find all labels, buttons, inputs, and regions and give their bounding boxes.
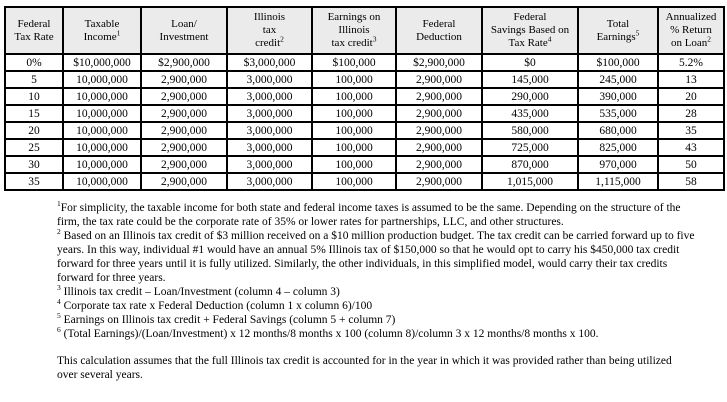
table-cell: 2,900,000 [141, 88, 227, 105]
table-cell: 2,900,000 [396, 88, 482, 105]
footnote-ref: 2 [707, 34, 712, 44]
table-cell: 10,000,000 [63, 122, 141, 139]
table-cell: 35 [5, 173, 63, 190]
footnote-ref: 2 [280, 34, 284, 44]
column-header: Federal Savings Based on Tax Rate$^4$ [482, 7, 578, 54]
table-cell: 10,000,000 [63, 71, 141, 88]
column-header: Earnings on Illinois tax credit$^3$ [312, 7, 396, 54]
table-cell: 100,000 [312, 122, 396, 139]
table-cell: 20 [658, 88, 724, 105]
table-cell: 3,000,000 [227, 88, 312, 105]
table-cell: 725,000 [482, 139, 578, 156]
table-cell: $2,900,000 [141, 54, 227, 71]
table-cell: 28 [658, 105, 724, 122]
footnote-marker: 5 [57, 311, 61, 321]
table-cell: 10,000,000 [63, 88, 141, 105]
table-cell: 3,000,000 [227, 156, 312, 173]
table-cell: 2,900,000 [396, 139, 482, 156]
table-cell: 390,000 [578, 88, 658, 105]
footnote: $^5$ Earnings on Illinois tax credit + Federal Savings (column 5 + column 7) [57, 311, 396, 326]
table-row [5, 71, 724, 88]
table-cell: 10,000,000 [63, 105, 141, 122]
tax-table [4, 6, 725, 191]
table-row [5, 122, 724, 139]
table-cell: 0% [5, 54, 63, 71]
column-header: Total Earnings$^5$ [578, 7, 658, 54]
table-cell: 10,000,000 [63, 156, 141, 173]
table-cell: 3,000,000 [227, 173, 312, 190]
column-header: Annualized % Return on Loan$^2$ [658, 7, 724, 54]
column-header: Loan/ Investment [141, 7, 227, 54]
table-cell: 2,900,000 [141, 122, 227, 139]
table-cell: 10 [5, 88, 63, 105]
table-cell: 870,000 [482, 156, 578, 173]
table-cell: 20 [5, 122, 63, 139]
footnote: $^2$ Based on an Illinois tax credit of $3 million received on a $10 million production budget. The tax credit can be carried forward up to five years. In this way, individual #1 would have an annual 5% Illinois tax of $150,000 so that he would opt to carry his $450,000 tax credit forward for three years until it is fully utilized. Similarly, the other individuals, in this simplified model, would carry their tax credits forward for three years. [57, 227, 695, 284]
table-cell: $100,000 [578, 54, 658, 71]
table-cell: 43 [658, 139, 724, 156]
column-header: Federal Tax Rate [5, 7, 63, 54]
table-cell: 10,000,000 [63, 173, 141, 190]
column-header: Illinois tax credit$^2$ [227, 7, 312, 54]
footnote-marker: 1 [57, 199, 61, 209]
header-row [5, 7, 724, 54]
table-cell: 825,000 [578, 139, 658, 156]
table-row [5, 139, 724, 156]
table-cell: 2,900,000 [141, 105, 227, 122]
table-cell: 1,115,000 [578, 173, 658, 190]
table-row [5, 105, 724, 122]
table-cell: 3,000,000 [227, 71, 312, 88]
table-cell: 10,000,000 [63, 139, 141, 156]
table-cell: 3,000,000 [227, 122, 312, 139]
table-cell: 3,000,000 [227, 105, 312, 122]
footnote: $^4$ Corporate tax rate x Federal Deduction (column 1 x column 6)/100 [57, 297, 373, 312]
footnote-ref: 5 [635, 27, 640, 37]
footnote: $^1$For simplicity, the taxable income for both state and federal income taxes is assumed to be the same. Depending on the structure of the firm, the tax rate could be the corporate rate of 35% or lower rates for partnerships, LLC, and other structures. [57, 199, 681, 228]
table-cell: 580,000 [482, 122, 578, 139]
table-cell: 25 [5, 139, 63, 156]
table-cell: $2,900,000 [396, 54, 482, 71]
table-cell: $100,000 [312, 54, 396, 71]
footnote: $^3$ Illinois tax credit – Loan/Investment (column 4 – column 3) [57, 283, 340, 298]
footnote-marker: 2 [57, 227, 61, 237]
table-cell: 100,000 [312, 156, 396, 173]
footnote: $^6$ (Total Earnings)/(Loan/Investment) x 12 months/8 months x 100 (column 8)/column 3 x 12 months/8 months x 100. [57, 325, 599, 340]
table-cell: 435,000 [482, 105, 578, 122]
table-cell: 2,900,000 [141, 71, 227, 88]
table-cell: 15 [5, 105, 63, 122]
table-cell: 2,900,000 [141, 156, 227, 173]
table-cell: 3,000,000 [227, 139, 312, 156]
table-cell: 50 [658, 156, 724, 173]
table-cell: 5 [5, 71, 63, 88]
table-cell: 680,000 [578, 122, 658, 139]
footnote-ref: 1 [116, 27, 121, 37]
table-row [5, 54, 724, 71]
table-cell: 2,900,000 [141, 139, 227, 156]
footnote-marker: 3 [57, 283, 61, 293]
table-cell: $0 [482, 54, 578, 71]
table-cell: 13 [658, 71, 724, 88]
table-cell: 2,900,000 [396, 156, 482, 173]
footnote-ref: 3 [372, 34, 377, 44]
table-body [5, 54, 724, 190]
table-row [5, 88, 724, 105]
table-cell: 100,000 [312, 88, 396, 105]
table-cell: $10,000,000 [63, 54, 141, 71]
table-cell: 535,000 [578, 105, 658, 122]
column-header: Federal Deduction [396, 7, 482, 54]
table-cell: 100,000 [312, 173, 396, 190]
table-cell: 2,900,000 [396, 122, 482, 139]
table-cell: 5.2% [658, 54, 724, 71]
footnote-marker: 6 [57, 325, 61, 335]
table-cell: 2,900,000 [396, 105, 482, 122]
table-cell: 2,900,000 [396, 71, 482, 88]
closing-note: This calculation assumes that the full Illinois tax credit is accounted for in the year in which it was provided rather than being utilized over several years. [57, 355, 672, 381]
table-row [5, 156, 724, 173]
table-cell: 290,000 [482, 88, 578, 105]
table-cell: 2,900,000 [141, 173, 227, 190]
table-cell: 30 [5, 156, 63, 173]
footnote-ref: 4 [547, 34, 552, 44]
column-header: Taxable Income$^1$ [63, 7, 141, 54]
table-row [5, 173, 724, 190]
table-cell: 100,000 [312, 139, 396, 156]
table-cell: 245,000 [578, 71, 658, 88]
table-cell: 100,000 [312, 105, 396, 122]
table-cell: 35 [658, 122, 724, 139]
table-cell: 2,900,000 [396, 173, 482, 190]
table-cell: 58 [658, 173, 724, 190]
table-cell: $3,000,000 [227, 54, 312, 71]
table-cell: 1,015,000 [482, 173, 578, 190]
footnote-marker: 4 [57, 297, 61, 307]
table-cell: 970,000 [578, 156, 658, 173]
footnotes [57, 201, 695, 341]
table-cell: 100,000 [312, 71, 396, 88]
table-cell: 145,000 [482, 71, 578, 88]
